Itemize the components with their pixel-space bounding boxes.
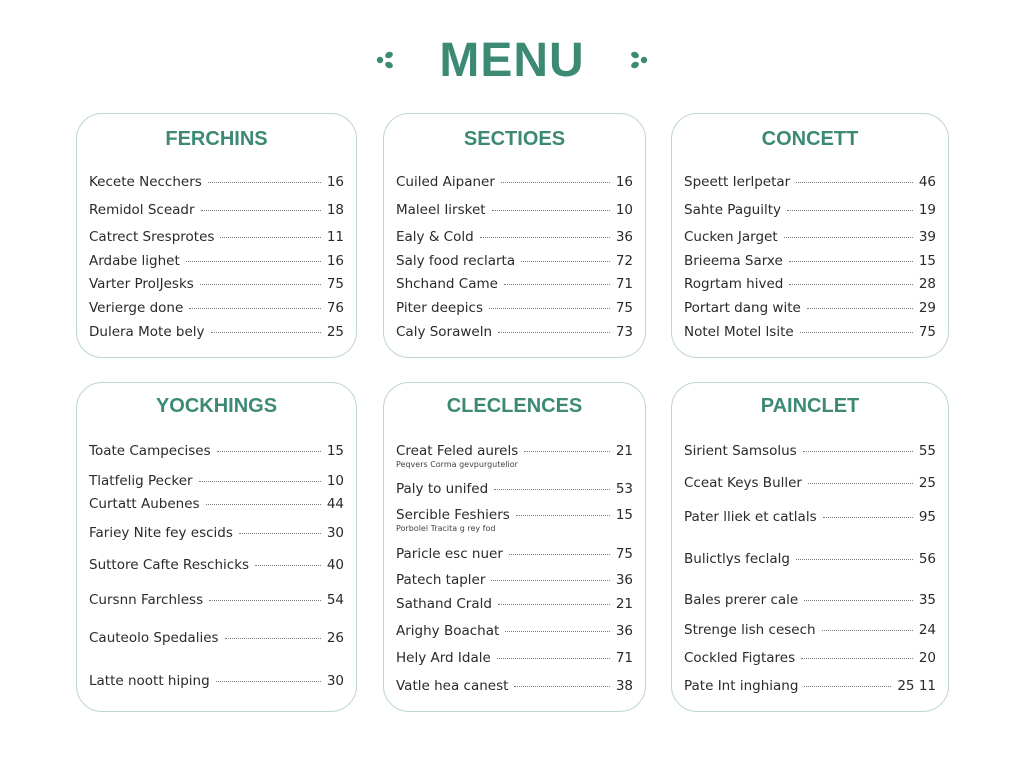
right-leaf-ornament-icon — [625, 47, 651, 73]
menu-item — [89, 630, 344, 650]
menu-item-name: Dulera Mote bely — [89, 324, 205, 340]
menu-item-price: 28 — [918, 276, 936, 292]
menu-item-name: Piter deepics — [396, 300, 483, 316]
dotted-leader — [489, 308, 610, 309]
menu-item — [684, 174, 936, 194]
menu-item — [684, 650, 936, 670]
dotted-leader — [822, 630, 913, 631]
menu-item-price: 30 — [326, 525, 344, 541]
menu-item — [684, 324, 936, 344]
menu-item-name: Notel Motel lsite — [684, 324, 794, 340]
menu-item-name: Hely Ard Idale — [396, 650, 491, 666]
menu-item — [89, 174, 344, 194]
menu-item — [89, 276, 344, 296]
menu-item-price: 25 — [326, 324, 344, 340]
dotted-leader — [800, 332, 913, 333]
menu-item — [684, 300, 936, 320]
menu-item-name: Sahte Paguilty — [684, 202, 782, 218]
left-leaf-ornament-icon — [373, 47, 399, 73]
menu-item-name: Latte noott hiping — [89, 673, 210, 689]
menu-item — [396, 572, 633, 592]
menu-item-price: 16 — [615, 174, 633, 190]
menu-item-name: Shchand Came — [396, 276, 498, 292]
menu-item-name: Sirient Samsolus — [684, 443, 797, 459]
section-title: SECTIOES — [463, 128, 566, 150]
section-title: PAINCLET — [760, 395, 860, 417]
menu-item-price: 15 — [326, 443, 344, 459]
menu-item — [684, 622, 936, 642]
dotted-leader — [216, 681, 321, 682]
menu-item — [396, 300, 633, 320]
menu-item-price: 73 — [615, 324, 633, 340]
menu-item-price: 10 — [615, 202, 633, 218]
dotted-leader — [255, 565, 321, 566]
dotted-leader — [209, 600, 321, 601]
menu-item-price: 19 — [918, 202, 936, 218]
dotted-leader — [789, 261, 913, 262]
menu-item-name: Vatle hea canest — [396, 678, 509, 694]
menu-item-name: Portart dang wite — [684, 300, 801, 316]
menu-item-price: 44 — [326, 496, 344, 512]
dotted-leader — [524, 451, 610, 452]
menu-item-price: 36 — [615, 623, 633, 639]
menu-item-price: 75 — [615, 546, 633, 562]
menu-item-name: Creat Feled aurels — [396, 443, 519, 459]
menu-item-description: Peqvers Corma gevpurgutelior — [396, 460, 518, 469]
dotted-leader — [186, 261, 321, 262]
dotted-leader — [208, 182, 321, 183]
dotted-leader — [823, 517, 913, 518]
menu-item-name: Cceat Keys Buller — [684, 475, 802, 491]
dotted-leader — [199, 481, 321, 482]
menu-item-name: Maleel Iirsket — [396, 202, 486, 218]
menu-item — [396, 481, 633, 501]
menu-item-price: 95 — [918, 509, 936, 525]
menu-item-name: Cauteolo Spedalies — [89, 630, 219, 646]
menu-item — [89, 229, 344, 249]
menu-item-price: 56 — [918, 551, 936, 567]
menu-item-name: Kecete Necchers — [89, 174, 202, 190]
dotted-leader — [787, 210, 913, 211]
menu-item-price: 16 — [326, 174, 344, 190]
menu-item — [396, 678, 633, 698]
menu-item — [89, 557, 344, 577]
menu-item-description: Porbolel Tracita g rey fod — [396, 524, 496, 533]
menu-item — [89, 673, 344, 693]
dotted-leader — [225, 638, 321, 639]
menu-title: MENU — [439, 33, 585, 87]
menu-item-name: Cuiled Aipaner — [396, 174, 495, 190]
menu-item-name: Brieema Sarxe — [684, 253, 783, 269]
menu-item-price: 40 — [326, 557, 344, 573]
menu-item-name: Varter ProlJesks — [89, 276, 194, 292]
dotted-leader — [211, 332, 321, 333]
menu-item-price: 20 — [918, 650, 936, 666]
menu-item-name: Pate Int inghiang — [684, 678, 799, 694]
menu-item-name: Toate Campecises — [89, 443, 211, 459]
menu-item-name: Catrect Sresprotes — [89, 229, 215, 245]
menu-section-card — [383, 113, 646, 358]
dotted-leader — [521, 261, 610, 262]
dotted-leader — [796, 559, 913, 560]
dotted-leader — [239, 533, 321, 534]
dotted-leader — [807, 308, 913, 309]
dotted-leader — [206, 504, 321, 505]
menu-item-name: Cockled Figtares — [684, 650, 796, 666]
menu-item — [684, 551, 936, 571]
dotted-leader — [220, 237, 320, 238]
dotted-leader — [494, 489, 610, 490]
dotted-leader — [492, 210, 610, 211]
menu-item-price: 39 — [918, 229, 936, 245]
menu-item-price: 24 — [918, 622, 936, 638]
menu-item-name: Remidol Sceadr — [89, 202, 195, 218]
menu-item-price: 55 — [918, 443, 936, 459]
menu-item — [89, 443, 344, 463]
menu-item — [684, 443, 936, 463]
menu-item-price: 38 — [615, 678, 633, 694]
menu-item-price: 16 — [326, 253, 344, 269]
menu-item-price: 21 — [615, 596, 633, 612]
menu-item-price: 10 — [326, 473, 344, 489]
menu-item-name: Ealy & Cold — [396, 229, 474, 245]
dotted-leader — [201, 210, 321, 211]
dotted-leader — [796, 182, 913, 183]
menu-item-price: 25 — [918, 475, 936, 491]
dotted-leader — [804, 600, 913, 601]
section-title: FERCHINS — [165, 128, 268, 150]
menu-item — [684, 678, 936, 698]
menu-item — [396, 202, 633, 222]
menu-item — [684, 509, 936, 529]
menu-item-name: Suttore Cafte Reschicks — [89, 557, 250, 573]
menu-item-name: Cursnn Farchless — [89, 592, 204, 608]
menu-item-price: 29 — [918, 300, 936, 316]
dotted-leader — [514, 686, 609, 687]
menu-item-price: 75 — [918, 324, 936, 340]
menu-item-name: Patech tapler — [396, 572, 486, 588]
menu-section-card — [76, 382, 357, 712]
menu-item-name: Speett Ierlpetar — [684, 174, 791, 190]
menu-item — [89, 496, 344, 516]
dotted-leader — [480, 237, 610, 238]
dotted-leader — [491, 580, 609, 581]
dotted-leader — [217, 451, 321, 452]
section-title: CLECLENCES — [446, 395, 583, 417]
menu-item-name: Caly Soraweln — [396, 324, 493, 340]
menu-item-price: 71 — [615, 650, 633, 666]
menu-item-price: 72 — [615, 253, 633, 269]
dotted-leader — [501, 182, 610, 183]
menu-item — [684, 592, 936, 612]
menu-item — [396, 174, 633, 194]
dotted-leader — [200, 284, 321, 285]
menu-item — [89, 300, 344, 320]
dotted-leader — [808, 483, 913, 484]
menu-item — [684, 229, 936, 249]
menu-item-name: Fariey Nite fey escids — [89, 525, 233, 541]
menu-item — [684, 276, 936, 296]
menu-item-price: 25 11 — [897, 678, 936, 694]
dotted-leader — [498, 332, 610, 333]
menu-item-price: 21 — [615, 443, 633, 459]
menu-item-name: Pater lliek et catlals — [684, 509, 817, 525]
menu-item-name: Tlatfelig Pecker — [89, 473, 193, 489]
menu-item-price: 35 — [918, 592, 936, 608]
menu-item-name: Verierge done — [89, 300, 184, 316]
menu-section-card — [383, 382, 646, 712]
menu-item — [684, 202, 936, 222]
dotted-leader — [784, 237, 913, 238]
menu-item-name: Rogrtam hived — [684, 276, 784, 292]
menu-item-name: Saly food reclarta — [396, 253, 516, 269]
menu-item — [396, 546, 633, 566]
menu-item-price: 30 — [326, 673, 344, 689]
dotted-leader — [803, 451, 913, 452]
menu-item-price: 71 — [615, 276, 633, 292]
menu-item-price: 36 — [615, 229, 633, 245]
dotted-leader — [804, 686, 891, 687]
menu-item — [396, 650, 633, 670]
menu-item — [89, 473, 344, 493]
menu-item — [396, 229, 633, 249]
menu-item-name: Ardabe lighet — [89, 253, 180, 269]
dotted-leader — [189, 308, 321, 309]
menu-item-price: 53 — [615, 481, 633, 497]
menu-item-price: 15 — [615, 507, 633, 523]
menu-item-name: Arighy Boachat — [396, 623, 500, 639]
menu-item — [684, 475, 936, 495]
menu-item-price: 75 — [615, 300, 633, 316]
menu-item-price: 75 — [326, 276, 344, 292]
menu-item — [89, 253, 344, 273]
menu-item-price: 54 — [326, 592, 344, 608]
menu-item — [89, 202, 344, 222]
menu-item — [396, 324, 633, 344]
menu-item-name: Curtatt Aubenes — [89, 496, 200, 512]
menu-item-name: Paricle esc nuer — [396, 546, 503, 562]
menu-item — [396, 623, 633, 643]
menu-item-name: Sercible Feshiers — [396, 507, 510, 523]
dotted-leader — [789, 284, 912, 285]
menu-section-card — [76, 113, 357, 358]
menu-item-price: 46 — [918, 174, 936, 190]
menu-item-price: 18 — [326, 202, 344, 218]
menu-item-name: Sathand Crald — [396, 596, 492, 612]
menu-item — [396, 276, 633, 296]
menu-item — [89, 592, 344, 612]
menu-item — [89, 525, 344, 545]
menu-item — [396, 253, 633, 273]
section-title: YOCKHINGS — [155, 395, 278, 417]
menu-section-card — [671, 113, 949, 358]
dotted-leader — [516, 515, 610, 516]
dotted-leader — [801, 658, 913, 659]
menu-item-price: 11 — [326, 229, 344, 245]
section-title: CONCETT — [761, 128, 859, 150]
dotted-leader — [497, 658, 610, 659]
dotted-leader — [504, 284, 610, 285]
dotted-leader — [509, 554, 610, 555]
menu-item-name: Paly to unifed — [396, 481, 489, 497]
menu-item-name: Bales prerer cale — [684, 592, 799, 608]
menu-section-card — [671, 382, 949, 712]
menu-item-price: 36 — [615, 572, 633, 588]
menu-item-name: Cucken Jarget — [684, 229, 778, 245]
menu-item-name: Strenge lish cesech — [684, 622, 816, 638]
menu-item — [89, 324, 344, 344]
menu-item-price: 15 — [918, 253, 936, 269]
menu-item-price: 26 — [326, 630, 344, 646]
menu-item — [396, 596, 633, 616]
menu-item-price: 76 — [326, 300, 344, 316]
dotted-leader — [498, 604, 610, 605]
menu-header — [0, 30, 1024, 88]
dotted-leader — [505, 631, 610, 632]
menu-item — [684, 253, 936, 273]
menu-item-name: Bulictlys feclalg — [684, 551, 790, 567]
